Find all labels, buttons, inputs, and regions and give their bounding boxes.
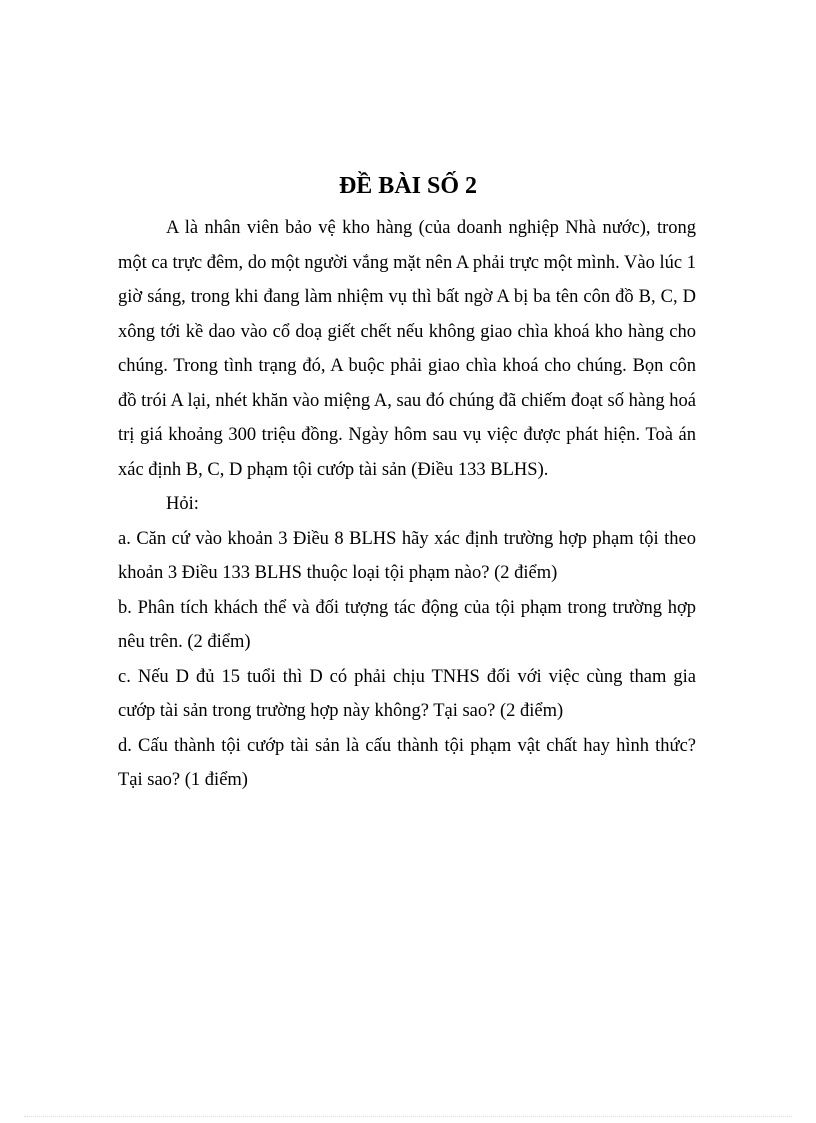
question-c: c. Nếu D đủ 15 tuổi thì D có phải chịu TNHS đối với việc cùng tham gia cướp tài sản trong trường hợp này không? Tại sao? (2 điểm) [118,666,696,721]
question-a: a. Căn cứ vào khoản 3 Điều 8 BLHS hãy xác định trường hợp phạm tội theo khoản 3 Điều 133 BLHS thuộc loại tội phạm nào? (2 điểm) [118,528,696,583]
document-body [118,211,696,798]
case-paragraph: A là nhân viên bảo vệ kho hàng (của doanh nghiệp Nhà nước), trong một ca trực đêm, do một người vắng mặt nên A phải trực một mình. Vào lúc 1 giờ sáng, trong khi đang làm nhiệm vụ thì bất ngờ A bị ba tên côn đồ B, C, D xông tới kề dao vào cổ doạ giết chết nếu không giao chìa khoá kho hàng cho chúng. Trong tình trạng đó, A buộc phải giao chìa khoá cho chúng. Bọn côn đồ trói A lại, nhét khăn vào miệng A, sau đó chúng đã chiếm đoạt số hàng hoá trị giá khoảng 300 triệu đồng. Ngày hôm sau vụ việc được phát hiện. Toà án xác định B, C, D phạm tội cướp tài sản (Điều 133 BLHS). [118,218,696,480]
question-b: b. Phân tích khách thể và đối tượng tác động của tội phạm trong trường hợp nêu trên. (2 điểm) [118,597,696,652]
questions-heading: Hỏi: [166,494,199,514]
page-bottom-divider [24,1116,792,1117]
document-title: ĐỀ BÀI SỐ 2 [338,173,478,199]
question-d: d. Cấu thành tội cướp tài sản là cấu thành tội phạm vật chất hay hình thức? Tại sao? (1 điểm) [118,735,696,790]
